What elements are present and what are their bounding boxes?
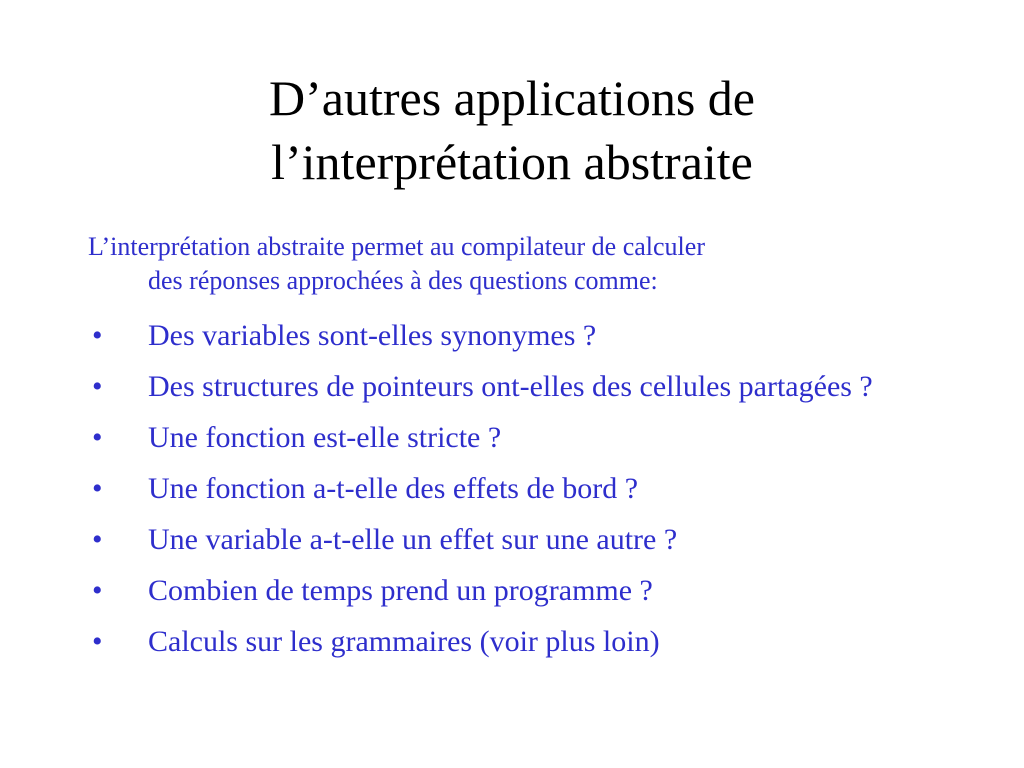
bullet-icon: • (92, 421, 103, 454)
bullet-item (88, 418, 948, 458)
bullet-text: Une variable a-t-elle un effet sur une autre ? (148, 523, 678, 556)
bullet-text: Une fonction est-elle stricte ? (148, 421, 502, 454)
bullet-item (88, 571, 948, 611)
bullet-list (88, 316, 948, 673)
bullet-icon: • (92, 319, 103, 352)
intro-paragraph (88, 230, 948, 298)
bullet-icon: • (92, 574, 103, 607)
bullet-icon: • (92, 472, 103, 505)
bullet-item (88, 367, 948, 407)
bullet-item (88, 469, 948, 509)
intro-line-2: des réponses approchées à des questions comme: (148, 266, 658, 295)
bullet-icon: • (92, 625, 103, 658)
bullet-text: Combien de temps prend un programme ? (148, 574, 653, 607)
bullet-text: Calculs sur les grammaires (voir plus loin) (148, 625, 660, 658)
bullet-icon: • (92, 370, 103, 403)
bullet-item (88, 622, 948, 662)
slide-title (0, 66, 1024, 194)
bullet-icon: • (92, 523, 103, 556)
slide-title-line-1: D’autres applications de (269, 70, 755, 126)
slide-title-line-2: l’interprétation abstraite (271, 134, 753, 190)
bullet-text: Des structures de pointeurs ont-elles des cellules partagées ? (148, 370, 873, 403)
intro-line-1: L’interprétation abstraite permet au compilateur de calculer (88, 232, 705, 261)
bullet-item (88, 520, 948, 560)
bullet-item (88, 316, 948, 356)
bullet-text: Des variables sont-elles synonymes ? (148, 319, 597, 352)
bullet-text: Une fonction a-t-elle des effets de bord ? (148, 472, 639, 505)
